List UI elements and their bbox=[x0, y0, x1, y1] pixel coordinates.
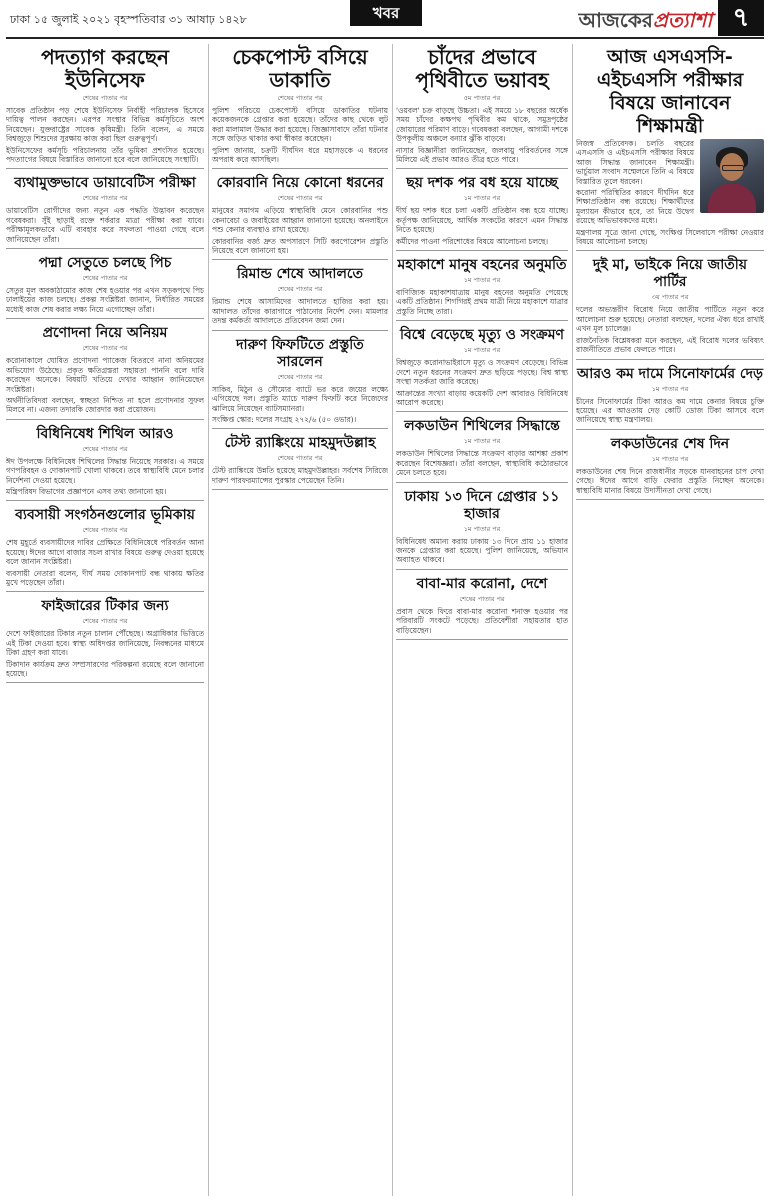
news-story bbox=[576, 436, 764, 500]
headline[interactable]: চেকপোস্ট বসিয়ে ডাকাতি bbox=[232, 45, 368, 92]
story-divider bbox=[6, 500, 204, 501]
story-divider bbox=[6, 682, 204, 683]
column-2 bbox=[212, 44, 388, 1196]
continuation-note: শেষের পাতার পর bbox=[82, 526, 128, 535]
body-text: ব্যবসায়ী নেতারা বলেন, দীর্ঘ সময় দোকানপাট বন্ধ থাকায় ক্ষতির মুখে পড়েছেন তাঁরা। bbox=[6, 568, 204, 587]
news-story bbox=[6, 255, 204, 319]
headline[interactable]: লকডাউন শিথিলের সিদ্ধান্তে bbox=[404, 418, 560, 435]
body-text: ডায়াবেটিস রোগীদের জন্য নতুন এক পদ্ধতি উদ্ভাবন করেছেন গবেষকরা। সুঁই ছাড়াই রক্তে শর্করার মাত্রা পরীক্ষা করা যাবে। পরীক্ষামূলকভাবে এটি ব্যবহার করে সফলতা পাওয়া গেছে বলে জানিয়েছেন তাঁরা। bbox=[6, 206, 204, 244]
headline[interactable]: ব্যথামুক্তভাবে ডায়াবেটিস পরীক্ষা bbox=[14, 175, 196, 192]
news-story bbox=[6, 175, 204, 249]
news-story bbox=[576, 257, 764, 359]
continuation-note: ১ম পাতার পর bbox=[463, 524, 501, 533]
continuation-note: শেষের পাতার পর bbox=[82, 444, 128, 453]
continuation-note: ১ম পাতার পর bbox=[463, 437, 501, 446]
continuation-note: ৩য় পাতার পর bbox=[651, 293, 689, 302]
body-text: রিমান্ড শেষে আসামিদের আদালতে হাজির করা হয়। আদালত তাঁদের কারাগারে পাঠানোর নির্দেশ দেন। মামলার তদন্ত কর্মকর্তা আদালতে প্রতিবেদন জমা দেন। bbox=[212, 297, 388, 326]
story-divider bbox=[396, 168, 568, 169]
headline[interactable]: কোরবানি নিয়ে কোনো ধরনের bbox=[216, 175, 384, 192]
continuation-note: ১ম পাতার পর bbox=[463, 194, 501, 203]
body-text: ইউনিসেফের কর্মসূচি পরিচালনায় তাঁর ভূমিকা প্রশংসিত হয়েছে। পদত্যাগের বিষয়ে বিস্তারিত জানানো হবে বলে জানিয়েছে সংস্থাটি। bbox=[6, 145, 204, 165]
news-story bbox=[212, 46, 388, 169]
body-text: সাকিব, মিঠুন ও সৌম্যের ব্যাটে ভর করে জয়ের লক্ষ্যে এগিয়েছে দল। প্রস্তুতি ম্যাচে দারুণ ফিফটি করে নিজেদের ঝালিয়ে নিয়েছেন ব্যাটসম্যানরা। bbox=[212, 384, 388, 413]
headline[interactable]: ছয় দশক পর বধ হয়ে যাচ্ছে bbox=[406, 175, 558, 192]
news-story bbox=[396, 257, 568, 321]
headline[interactable]: চাঁদের প্রভাবে পৃথিবীতে ভয়াবহ bbox=[415, 45, 549, 92]
news-story bbox=[6, 507, 204, 592]
body-text: বিশ্বজুড়ে করোনাভাইরাসে মৃত্যু ও সংক্রমণ বেড়েছে। বিভিন্ন দেশে নতুন ধরনের সংক্রমণ দ্রুত ছড়িয়ে পড়ছে। বিশ্ব স্বাস্থ্য সংস্থা সতর্কতা জারি করেছে। bbox=[396, 358, 568, 387]
headline[interactable]: ফাইজারের টিকার জন্য bbox=[41, 598, 169, 615]
news-story bbox=[212, 337, 388, 430]
news-story bbox=[576, 46, 764, 251]
headline[interactable]: দারুণ ফিফটিতে প্রস্তুতি সারলেন bbox=[236, 336, 364, 370]
headline[interactable]: দুই মা, ভাইকে নিয়ে জাতীয় পার্টির bbox=[592, 257, 748, 291]
story-divider bbox=[396, 411, 568, 412]
column-divider bbox=[392, 44, 393, 1196]
story-divider bbox=[6, 318, 204, 319]
issue-date: ঢাকা ১৫ জুলাই ২০২১ বৃহস্পতিবার ৩১ আষাঢ় ১৪২৮ bbox=[10, 13, 247, 26]
continuation-note: ১ম পাতার পর bbox=[463, 346, 501, 355]
body-text: করোনা পরিস্থিতির কারণে দীর্ঘদিন ধরে শিক্ষাপ্রতিষ্ঠান বন্ধ রয়েছে। শিক্ষার্থীদের মূল্যায়ন কীভাবে হবে, তা নিয়ে উদ্বেগ রয়েছে অভিভাবকদের মধ্যে। bbox=[576, 188, 694, 226]
body-text: দলের অভ্যন্তরীণ বিরোধ নিয়ে জাতীয় পার্টিতে নতুন করে আলোচনা শুরু হয়েছে। নেতারা বলছেন, দলের ঐক্য ধরে রাখাই এখন মূল চ্যালেঞ্জ। bbox=[576, 305, 764, 334]
story-divider bbox=[396, 482, 568, 483]
body-text: প্রবাস থেকে ফিরে বাবা-মার করোনা শনাক্ত হওয়ার পর পরিবারটি সংকটে পড়েছে। প্রতিবেশীরা সহায়তার হাত বাড়িয়েছেন। bbox=[396, 606, 568, 635]
continuation-note: শেষের পাতার পর bbox=[82, 344, 128, 353]
body-text: লকডাউন শিথিলের সিদ্ধান্তে সংক্রমণ বাড়ার আশঙ্কা প্রকাশ করেছেন বিশেষজ্ঞরা। তাঁরা বলছেন, স্বাস্থ্যবিধি কঠোরভাবে মেনে চলতে হবে। bbox=[396, 449, 568, 478]
body-text: ঈদ উপলক্ষে বিধিনিষেধ শিথিলের সিদ্ধান্ত নিয়েছে সরকার। এ সময়ে গণপরিবহন ও দোকানপাট খোলা থাকবে। তবে স্বাস্থ্যবিধি মেনে চলার নির্দেশনা দেওয়া হয়েছে। bbox=[6, 456, 204, 485]
headline[interactable]: পদত্যাগ করছেন ইউনিসেফ bbox=[41, 45, 169, 92]
story-divider bbox=[212, 168, 388, 169]
story-divider bbox=[6, 419, 204, 420]
body-text: লকডাউনের শেষ দিনে রাজধানীর সড়কে যানবাহনের চাপ দেখা গেছে। ঈদের আগে বাড়ি ফেরার প্রস্তুতি নিচ্ছেন অনেকে। স্বাস্থ্যবিধি মানার বিষয়ে উদাসীনতা দেখা গেছে। bbox=[576, 466, 764, 495]
news-story bbox=[576, 366, 764, 430]
body-text: সংক্ষিপ্ত স্কোর: দলের সংগ্রহ ২৭২/৬ (৫০ ওভার)। bbox=[212, 414, 357, 424]
continuation-note: শেষের পাতার পর bbox=[277, 194, 323, 203]
body-text: করোনাকালে ঘোষিত প্রণোদনা প্যাকেজ বিতরণে নানা অনিয়মের অভিযোগ উঠেছে। প্রকৃত ক্ষতিগ্রস্তরা সহায়তা পাননি বলে দাবি করেছেন অনেকে। বিষয়টি খতিয়ে দেখার আহ্বান জানিয়েছেন সংশ্লিষ্টরা। bbox=[6, 356, 204, 394]
headline[interactable]: ঢাকায় ১৩ দিনে গ্রেপ্তার ১১ হাজার bbox=[404, 488, 560, 522]
news-story bbox=[6, 598, 204, 683]
story-divider bbox=[576, 359, 764, 360]
story-divider bbox=[212, 330, 388, 331]
story-divider bbox=[6, 168, 204, 169]
body-text: মন্ত্রিপরিষদ বিভাগের প্রজ্ঞাপনে এসব তথ্য জানানো হয়। bbox=[6, 486, 167, 496]
body-text: 'ওয়বল' চক্র বাড়ছে উচ্চতা। এই সময়ে ১৮ বছরের অর্ধেক সময় চাঁদের কক্ষপথ পৃথিবীর কম থাকে, সমুদ্রপৃষ্ঠের জোয়ারের পরিমাণ বাড়ে। গবেষকরা বলছেন, আগামী দশকে উপকূলীয় অঞ্চলে বন্যার ঝুঁকি বাড়বে। bbox=[396, 106, 568, 144]
news-story bbox=[212, 175, 388, 260]
headline[interactable]: রিমান্ড শেষে আদালতে bbox=[236, 266, 364, 283]
story-divider bbox=[212, 259, 388, 260]
header-rule bbox=[6, 37, 764, 39]
continuation-note: ১ম পাতার পর bbox=[651, 454, 689, 463]
minister-photo bbox=[700, 139, 764, 213]
continuation-note: শেষের পাতার পর bbox=[82, 194, 128, 203]
body-text: মানুষের সমাগম এড়িয়ে স্বাস্থ্যবিধি মেনে কোরবানির পশু কেনাবেচা ও জবাইয়ের আহ্বান জানানো হয়েছে। অনলাইনে পশু কেনার ব্যবস্থাও রাখা হয়েছে। bbox=[212, 206, 388, 235]
logo-name: প্রত্যাশা bbox=[652, 8, 712, 32]
story-divider bbox=[396, 320, 568, 321]
body-text: চীনের সিনোফার্মের টিকা আরও কম দামে কেনার বিষয়ে চুক্তি হয়েছে। এর আওতায় দেড় কোটি ডোজ টিকা আসবে বলে জানিয়েছে স্বাস্থ্য মন্ত্রণালয়। bbox=[576, 396, 764, 425]
headline[interactable]: আরও কম দামে সিনোফার্মের দেড় bbox=[577, 365, 763, 382]
story-divider bbox=[6, 591, 204, 592]
newspaper-logo bbox=[579, 6, 712, 39]
story-divider bbox=[576, 250, 764, 251]
story-divider bbox=[396, 569, 568, 570]
column-divider bbox=[208, 44, 209, 1196]
headline[interactable]: মহাকাশে মানুষ বহনের অনুমতি bbox=[397, 257, 567, 274]
story-divider bbox=[576, 429, 764, 430]
body-text: অর্থনীতিবিদরা বলছেন, স্বচ্ছতা নিশ্চিত না হলে প্রণোদনার সুফল মিলবে না। এজন্য তদারকি জোরদার করা প্রয়োজন। bbox=[6, 395, 204, 415]
news-story bbox=[396, 418, 568, 482]
section-tag: খবর bbox=[350, 0, 422, 26]
news-story bbox=[396, 489, 568, 570]
body-text: বাণিজ্যিক মহাকাশযাত্রায় মানুষ বহনের অনুমতি পেয়েছে একটি প্রতিষ্ঠান। শিগগিরই প্রথম যাত্রী নিয়ে মহাকাশে যাত্রার প্রস্তুতি নিচ্ছে তারা। bbox=[396, 288, 568, 316]
continuation-note: শেষের পাতার পর bbox=[82, 617, 128, 626]
headline[interactable]: বিশ্বে বেড়েছে মৃত্যু ও সংক্রমণ bbox=[400, 327, 564, 344]
headline[interactable]: লকডাউনের শেষ দিন bbox=[610, 435, 730, 452]
body-text: সেতুর মূল অবকাঠামোর কাজ শেষ হওয়ার পর এখন সড়কপথে পিচ ঢালাইয়ের কাজ চলছে। প্রকল্প সংশ্লিষ্টরা জানান, নির্ধারিত সময়ের মধ্যেই কাজ শেষ করার লক্ষ্য নিয়ে এগোচ্ছেন তাঁরা। bbox=[6, 286, 204, 314]
continuation-note: শেষের পাতার পর bbox=[277, 372, 323, 381]
body-text: পুলিশ জানায়, চক্রটি দীর্ঘদিন ধরে মহাসড়কে এ ধরনের অপরাধ করে আসছিল। bbox=[212, 145, 388, 165]
column-3 bbox=[396, 44, 568, 1196]
news-story bbox=[396, 576, 568, 640]
continuation-note: শেষের পাতার পর bbox=[277, 94, 323, 102]
body-text: সাবেক প্রতিষ্ঠান পড় শেষে ইউনিসেফ নির্বাহী পরিচালক হিসেবে দায়িত্ব পালন করছেন। এরপর সংস্থার বিভিন্ন কর্মসূচিতে অংশ নিয়েছেন। যুক্তরাষ্ট্রের সাবেক কৃষিমন্ত্রী। তিনি বলেন, এ সময়ে বিশ্বজুড়ে শিশুদের সুরক্ষায় কাজ করা ছিল গুরুত্বপূর্ণ। bbox=[6, 106, 204, 144]
body-text: দীর্ঘ ছয় দশক ধরে চলা একটি প্রতিষ্ঠান বন্ধ হয়ে যাচ্ছে। কর্তৃপক্ষ জানিয়েছে, আর্থিক সংকটের কারণে এমন সিদ্ধান্ত নিতে হয়েছে। bbox=[396, 206, 568, 235]
continuation-note: শেষের পাতার পর bbox=[82, 94, 128, 102]
body-text: আক্রান্তের সংখ্যা বাড়ায় কয়েকটি দেশ আবারও বিধিনিষেধ আরোপ করেছে। bbox=[396, 388, 568, 407]
story-divider bbox=[396, 639, 568, 640]
continuation-note: ৫ম পাতার পর bbox=[463, 94, 501, 102]
continuation-note: শেষের পাতার পর bbox=[459, 594, 505, 603]
news-story bbox=[6, 426, 204, 502]
body-text: দেশে ফাইজারের টিকার নতুন চালান পৌঁছেছে। অগ্রাধিকার ভিত্তিতে এই টিকা দেওয়া হবে। স্বাস্থ্য অধিদপ্তর জানিয়েছে, নিবন্ধনের মাধ্যমে টিকা গ্রহণ করা যাবে। bbox=[6, 629, 204, 658]
body-text: কোরবানির বর্জ্য দ্রুত অপসারণে সিটি করপোরেশন প্রস্তুতি নিয়েছে বলে জানানো হয়। bbox=[212, 236, 388, 256]
news-story bbox=[212, 435, 388, 490]
body-text: রাজনৈতিক বিশ্লেষকরা মনে করছেন, এই বিরোধ দলের ভবিষ্যৎ রাজনীতিতে প্রভাব ফেলতে পারে। bbox=[576, 335, 764, 355]
headline[interactable]: ব্যবসায়ী সংগঠনগুলোর ভূমিকায় bbox=[15, 507, 195, 524]
headline[interactable]: প্রণোদনা নিয়ে অনিয়ম bbox=[42, 325, 168, 342]
story-divider bbox=[212, 428, 388, 429]
story-divider bbox=[212, 489, 388, 490]
continuation-note: শেষের পাতার পর bbox=[82, 274, 128, 283]
body-text: টেস্ট র‌্যাঙ্কিংয়ে উন্নতি হয়েছে মাহমুদউল্লাহর। সর্বশেষ সিরিজে দারুণ পারফরম্যান্সের পুরস্কার পেয়েছেন তিনি। bbox=[212, 466, 388, 485]
story-divider bbox=[396, 250, 568, 251]
page-number: ৭ bbox=[718, 0, 764, 36]
news-story bbox=[396, 175, 568, 251]
headline[interactable]: বিধিনিষেধ শিথিল আরও bbox=[36, 425, 174, 442]
news-story bbox=[212, 266, 388, 330]
body-text: কর্মীদের পাওনা পরিশোধের বিষয়ে আলোচনা চলছে। bbox=[396, 236, 549, 246]
logo-prefix: আজকের bbox=[578, 8, 653, 32]
body-text: নিজস্ব প্রতিবেদক। চলতি বছরের এসএসসি ও এইচএসসি পরীক্ষার বিষয়ে আজ সিদ্ধান্ত জানাবেন শিক্ষামন্ত্রী। ভার্চুয়াল সংবাদ সম্মেলনে তিনি এ বিষয়ে বিস্তারিত তুলে ধরবেন। bbox=[576, 139, 694, 186]
continuation-note: শেষের পাতার পর bbox=[277, 285, 323, 294]
continuation-note: শেষের পাতার পর bbox=[277, 454, 323, 463]
column-divider bbox=[572, 44, 573, 1196]
headline[interactable]: বাবা-মার করোনা, দেশে bbox=[416, 575, 548, 592]
news-story bbox=[396, 327, 568, 412]
body-text: টিকাদান কার্যক্রম দ্রুত সম্প্রসারণের পরিকল্পনা রয়েছে বলে জানানো হয়েছে। bbox=[6, 659, 204, 678]
continuation-note: ১ম পাতার পর bbox=[651, 384, 689, 393]
story-divider bbox=[6, 248, 204, 249]
news-story bbox=[396, 46, 568, 169]
masthead bbox=[0, 0, 770, 38]
body-text: নাসার বিজ্ঞানীরা জানিয়েছেন, জলবায়ু পরিবর্তনের সঙ্গে মিলিয়ে এই প্রভাব আরও তীব্র হতে পারে। bbox=[396, 145, 568, 165]
headline[interactable]: পদ্মা সেতুতে চলছে পিচ bbox=[38, 255, 172, 272]
news-story bbox=[6, 46, 204, 169]
headline[interactable]: আজ এসএসসি-এইচএসসি পরীক্ষার বিষয়ে জানাবেন শিক্ষামন্ত্রী bbox=[596, 46, 744, 137]
column-4 bbox=[576, 44, 764, 1196]
body-text: শেষ মুহূর্তে ব্যবসায়ীদের দাবির প্রেক্ষিতে বিধিনিষেধে পরিবর্তন আনা হয়েছে। ঈদের আগে বাজার সচল রাখার বিষয়ে গুরুত্ব দেওয়া হয়েছে বলে জানান সংশ্লিষ্টরা। bbox=[6, 538, 204, 567]
story-divider bbox=[576, 499, 764, 500]
headline[interactable]: টেস্ট র‌্যাঙ্কিংয়ে মাহমুদউল্লাহ bbox=[224, 435, 376, 452]
column-1 bbox=[6, 44, 204, 1196]
body-text: বিধিনিষেধ অমান্য করায় ঢাকায় ১৩ দিনে প্রায় ১১ হাজার জনকে গ্রেপ্তার করা হয়েছে। পুলিশ জানিয়েছে, অভিযান অব্যাহত থাকবে। bbox=[396, 536, 568, 565]
news-story bbox=[6, 325, 204, 419]
continuation-note: ১ম পাতার পর bbox=[463, 276, 501, 285]
body-text: মন্ত্রণালয় সূত্রে জানা গেছে, সংক্ষিপ্ত সিলেবাসে পরীক্ষা নেওয়ার বিষয়ে আলোচনা চলছে। bbox=[576, 227, 764, 247]
body-text: পুলিশ পরিচয়ে চেকপোস্ট বসিয়ে ডাকাতির ঘটনায় কয়েকজনকে গ্রেপ্তার করা হয়েছে। তাঁদের কাছ থেকে লুট করা মালামাল উদ্ধার করা হয়েছে। জিজ্ঞাসাবাদে তাঁরা ঘটনার সঙ্গে জড়িত থাকার কথা স্বীকার করেছেন। bbox=[212, 106, 388, 144]
